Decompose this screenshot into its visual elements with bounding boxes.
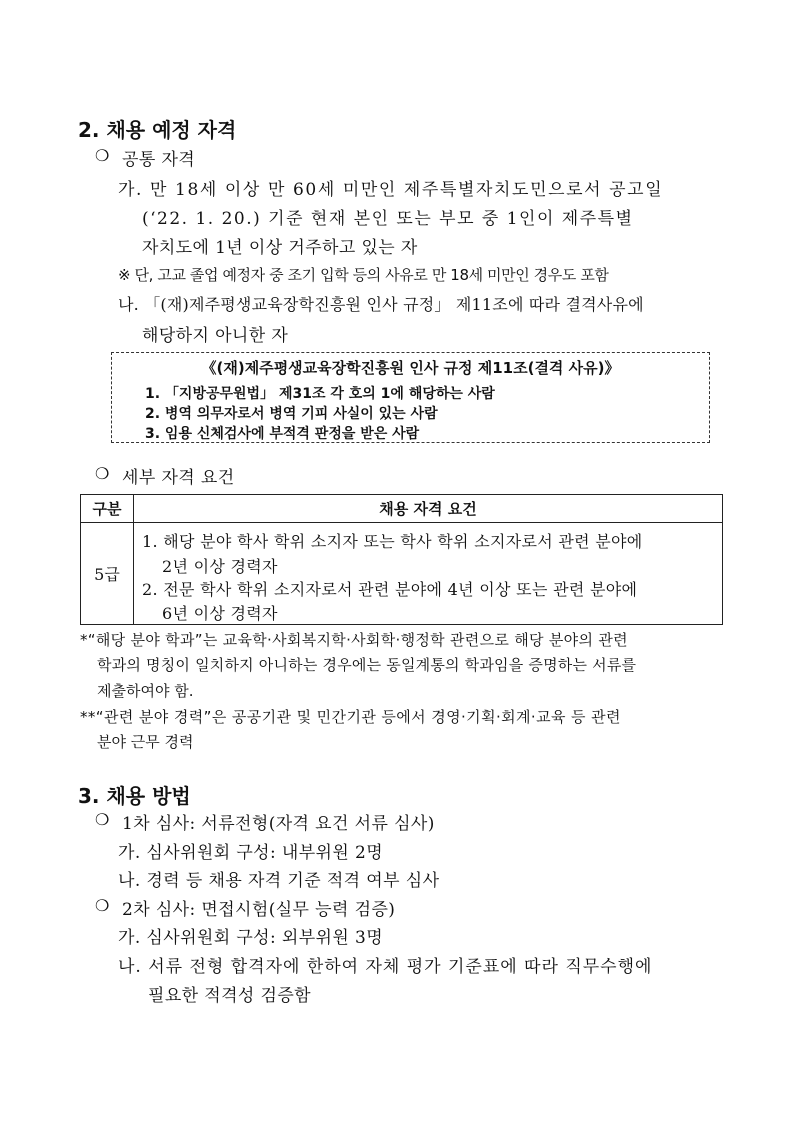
detail-qual-title: 세부 자격 요건 <box>122 468 235 488</box>
first-screening-title: 1차 심사: 서류전형(자격 요건 서류 심사) <box>122 814 435 834</box>
common-na-line1: 나. 「(재)제주평생교육장학진흥원 인사 규정」 제11조에 따라 결격사유에 <box>118 295 644 314</box>
table-cell-grade: 5급 <box>81 523 134 625</box>
table-header-row <box>81 495 723 523</box>
common-ga-line1: 가. 만 18세 이상 만 60세 미만인 제주특별자치도민으로서 공고일 <box>118 180 664 200</box>
disqualification-item-2: 2. 병역 의무자로서 병역 기피 사실이 있는 사람 <box>145 406 438 422</box>
table-cell-requirements <box>134 523 723 625</box>
first-screening-ga: 가. 심사위원회 구성: 내부위원 2명 <box>118 843 384 863</box>
common-ga-line2: (‘22. 1. 20.) 기준 현재 본인 또는 부모 중 1인이 제주특별 <box>142 209 634 229</box>
second-screening-na-line2: 필요한 적격성 검증함 <box>148 986 312 1006</box>
table-header-requirements: 채용 자격 요건 <box>134 495 723 523</box>
first-screening-na: 나. 경력 등 채용 자격 기준 적격 여부 심사 <box>118 871 440 891</box>
bullet-circle-icon: ❍ <box>95 146 110 165</box>
footnote2-line1: **“관련 분야 경력”은 공공기관 및 민간기관 등에서 경영·기획·회계·교육 등 관련 <box>80 708 621 726</box>
requirement-line-4: 6년 이상 경력자 <box>162 604 278 623</box>
section2-heading: 2. 채용 예정 자격 <box>78 118 237 142</box>
common-qual-title: 공통 자격 <box>122 150 196 170</box>
disqualification-item-3: 3. 임용 신체검사에 부적격 판정을 받은 사람 <box>145 426 420 442</box>
requirement-line-3: 2. 전문 학사 학위 소지자로서 관련 분야에 4년 이상 또는 관련 분야에 <box>142 580 638 599</box>
common-note: ※ 단, 고교 졸업 예정자 중 조기 입학 등의 사유로 만 18세 미만인 경우도 포함 <box>118 266 609 284</box>
second-screening-title: 2차 심사: 면접시험(실무 능력 검증) <box>122 900 396 920</box>
footnote1-line2: 학과의 명칭이 일치하지 아니하는 경우에는 동일계통의 학과임을 증명하는 서류를 <box>97 656 637 674</box>
table-row <box>81 523 723 625</box>
section3-heading: 3. 채용 방법 <box>78 784 191 808</box>
disqualification-item-1: 1. 「지방공무원법」 제31조 각 호의 1에 해당하는 사람 <box>145 386 495 402</box>
footnote2-line2: 분야 근무 경력 <box>97 733 194 751</box>
second-screening-ga: 가. 심사위원회 구성: 외부위원 3명 <box>118 928 384 948</box>
disqualification-box-title: 《(재)제주평생교육장학진흥원 인사 규정 제11조(결격 사유)》 <box>201 359 620 377</box>
second-screening-na-line1: 나. 서류 전형 합격자에 한하여 자체 평가 기준표에 따라 직무수행에 <box>118 957 653 977</box>
bullet-circle-icon: ❍ <box>95 896 110 915</box>
common-ga-line3: 자치도에 1년 이상 거주하고 있는 자 <box>142 238 418 258</box>
requirement-line-2: 2년 이상 경력자 <box>162 557 278 576</box>
footnote1-line3: 제출하여야 함. <box>97 682 194 700</box>
footnote1-line1: *“해당 분야 학과”는 교육학·사회복지학·사회학·행정학 관련으로 해당 분야의 관련 <box>80 631 628 649</box>
requirements-table <box>80 494 723 625</box>
common-na-line2: 해당하지 아니한 자 <box>142 326 289 346</box>
requirement-line-1: 1. 해당 분야 학사 학위 소지자 또는 학사 학위 소지자로서 관련 분야에 <box>142 532 643 551</box>
table-header-grade: 구분 <box>81 495 134 523</box>
disqualification-box <box>111 352 710 443</box>
bullet-circle-icon: ❍ <box>95 810 110 829</box>
bullet-circle-icon: ❍ <box>95 464 110 483</box>
